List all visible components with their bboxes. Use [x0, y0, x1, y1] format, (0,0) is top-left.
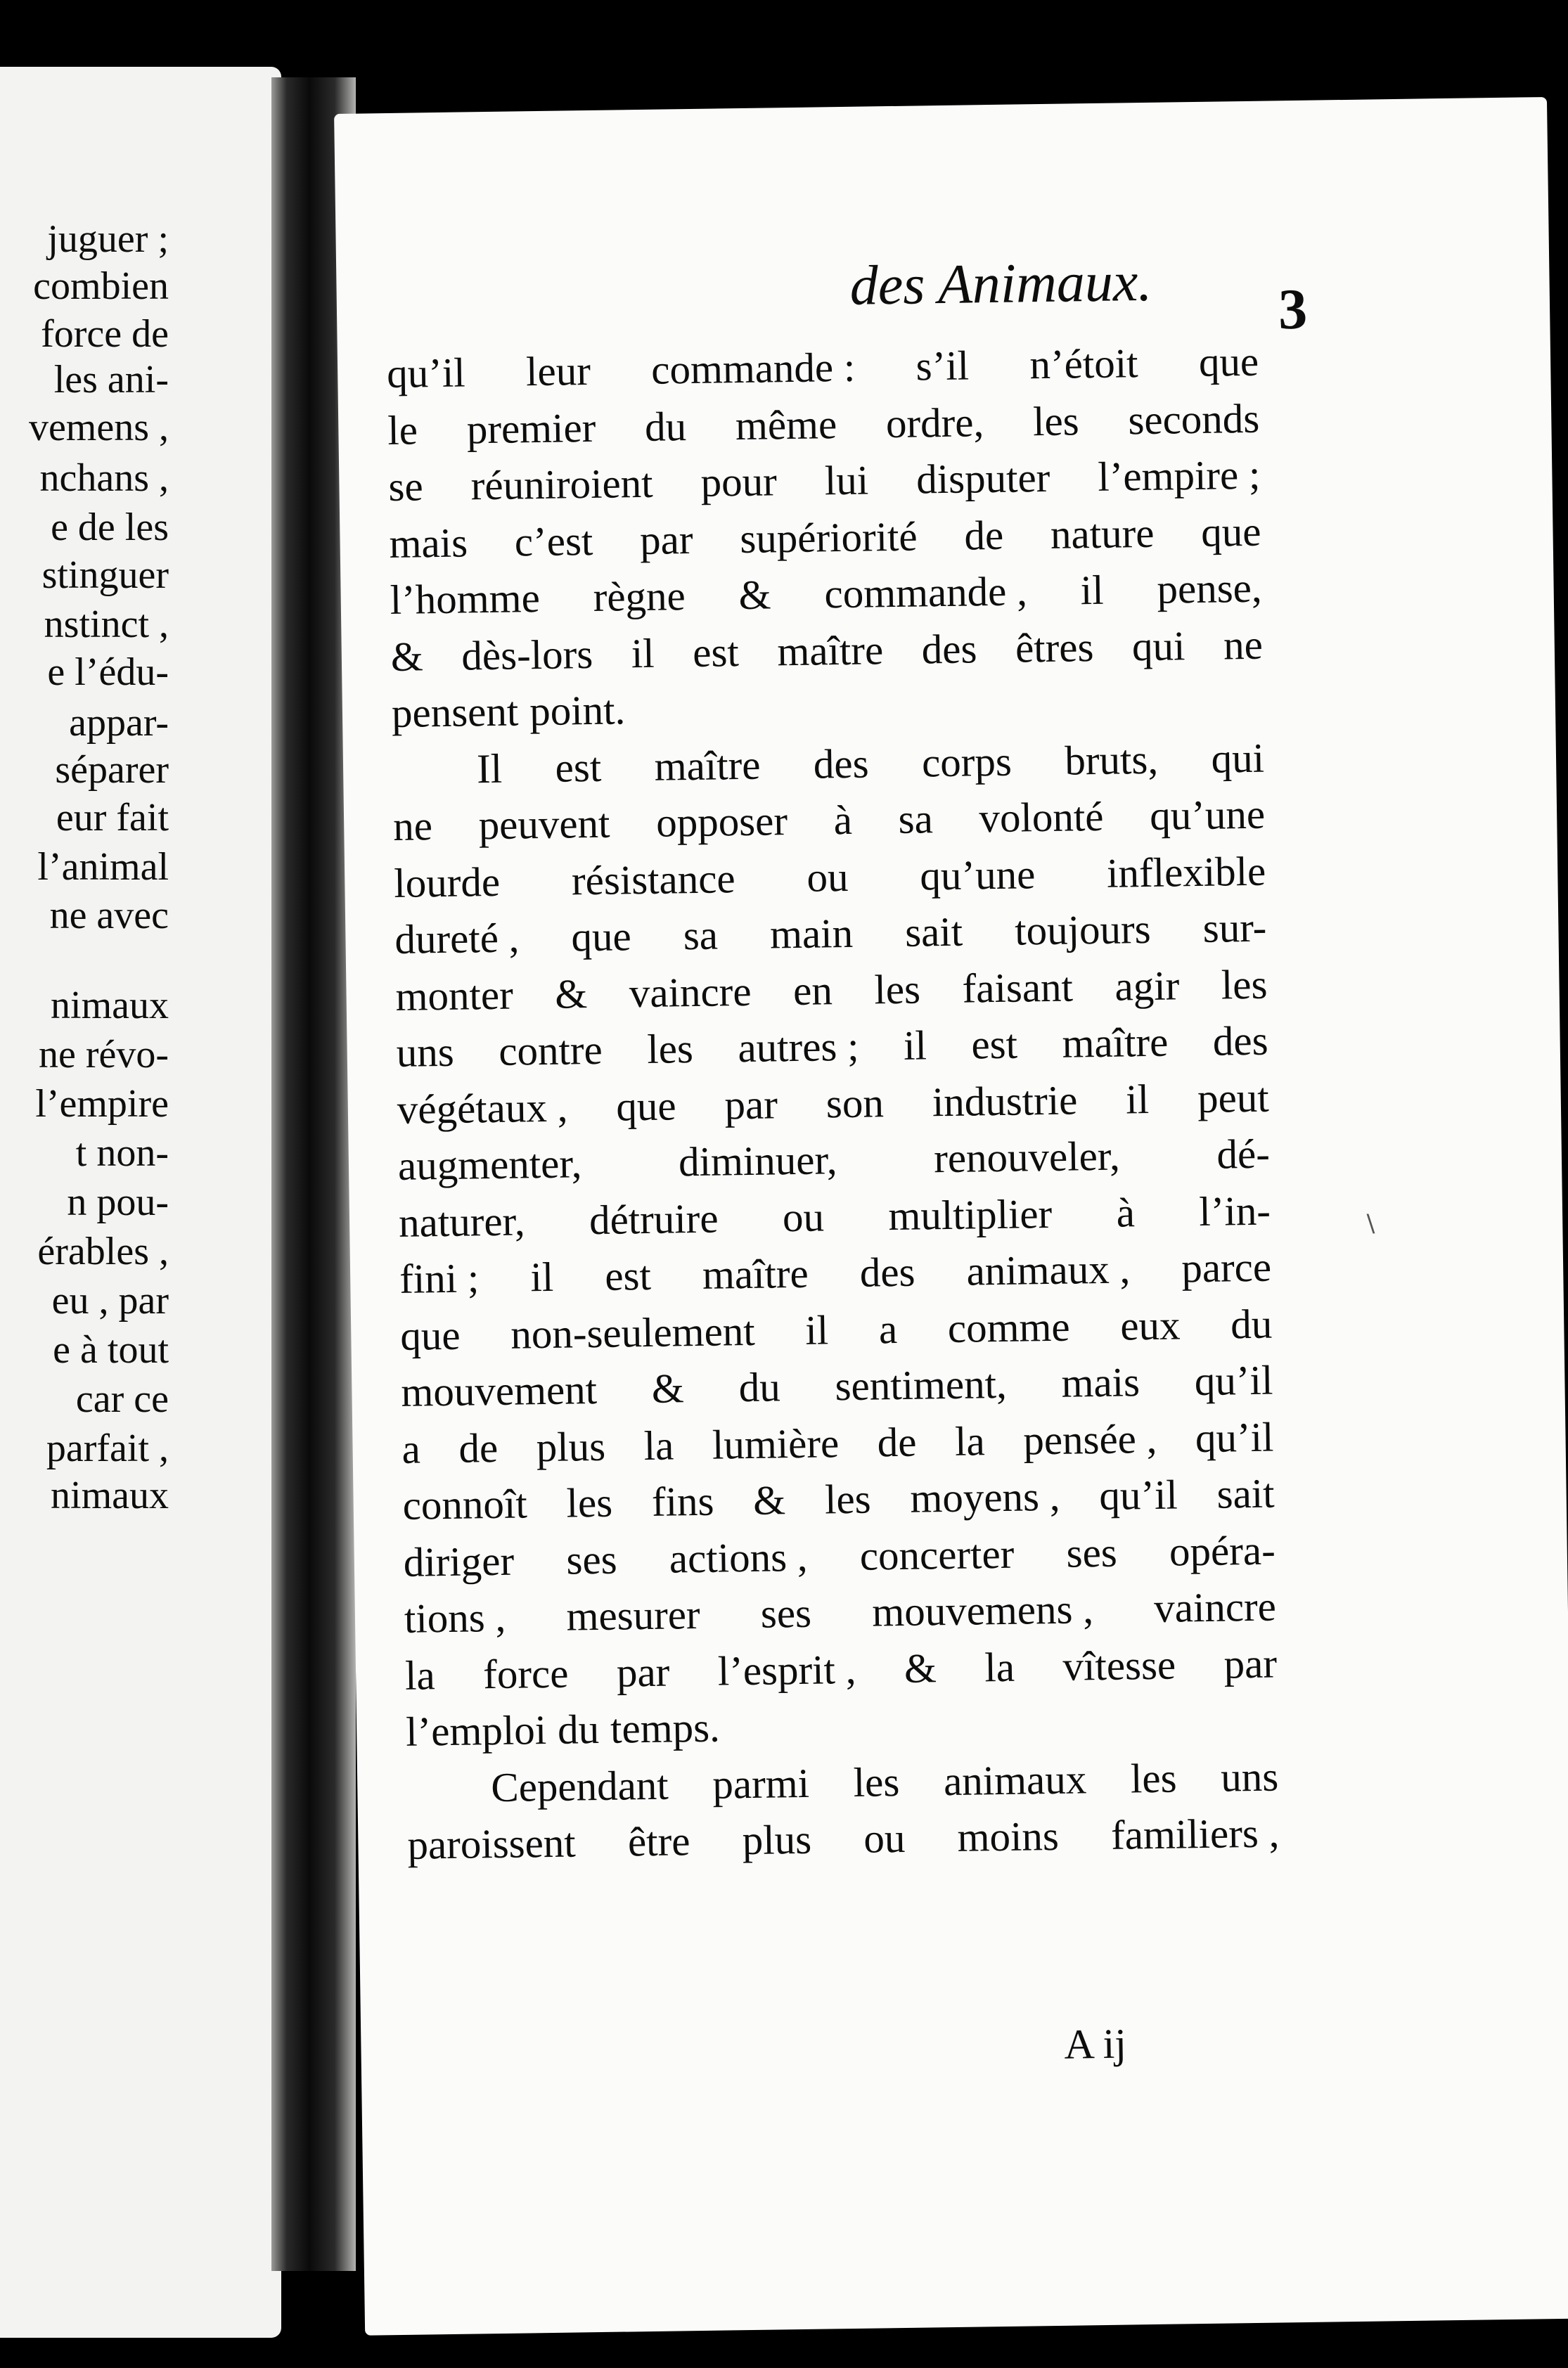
word: du [1230, 1300, 1273, 1347]
running-head: des Animaux. [849, 250, 1152, 317]
word: maître [1062, 1018, 1169, 1067]
word: familiers , [1110, 1809, 1280, 1858]
word: comme [947, 1303, 1070, 1351]
word: & [651, 1365, 685, 1412]
word: peuvent [478, 799, 610, 849]
word: maître [654, 741, 761, 790]
word: a [401, 1425, 421, 1472]
word: qui [1131, 622, 1185, 669]
word: tions , [404, 1593, 506, 1642]
page-number: 3 [1278, 276, 1308, 342]
word: des [921, 624, 977, 672]
word: ordre, [885, 398, 984, 446]
word: la [954, 1417, 986, 1465]
word: concerter [859, 1530, 1015, 1579]
word: qui [1211, 734, 1265, 782]
word: toujours [1014, 905, 1152, 954]
word: seconds [1127, 394, 1260, 443]
word: des [1212, 1017, 1269, 1064]
ink-speck: ∖ [1362, 1211, 1378, 1238]
word: du [557, 1706, 600, 1753]
left-page-line: ne révo- [38, 1033, 169, 1076]
word: les [646, 1025, 694, 1072]
word: des [859, 1248, 915, 1296]
word: du [738, 1363, 781, 1411]
word: premier [466, 404, 596, 452]
word: vaincre [1153, 1583, 1277, 1631]
word: point. [529, 686, 626, 735]
word: animaux , [966, 1245, 1131, 1294]
word: le [387, 406, 418, 453]
word: de [877, 1418, 917, 1465]
word: dès-lors [461, 630, 593, 679]
word: que [571, 913, 632, 960]
word: Cependant [490, 1761, 669, 1810]
word: du [644, 402, 687, 450]
word: force [482, 1649, 569, 1697]
word: êtres [1015, 623, 1094, 671]
left-page-line: car ce [75, 1377, 169, 1421]
word: qu’il [1194, 1356, 1273, 1405]
word: ou [863, 1814, 906, 1862]
word: opposer [655, 797, 788, 846]
word: disputer [915, 453, 1050, 503]
word: volonté [979, 792, 1104, 842]
word: corps [921, 738, 1013, 785]
left-page-line: parfait , [46, 1427, 169, 1470]
left-page-line: les ani- [53, 358, 169, 401]
left-page-line: l’empire [35, 1082, 169, 1126]
word: ou [807, 853, 849, 901]
word: lumière [712, 1419, 840, 1468]
word: dé- [1216, 1130, 1271, 1178]
word: est [692, 628, 740, 676]
word: mais [389, 518, 468, 567]
left-page-line: e l’édu- [47, 650, 169, 694]
word: que [1200, 508, 1261, 555]
word: qu’une [919, 850, 1036, 899]
word: diminuer, [678, 1136, 837, 1185]
word: & [752, 1476, 786, 1524]
word: ses [760, 1589, 812, 1637]
word: sait [904, 908, 963, 955]
word: qu’il [1195, 1413, 1274, 1461]
word: il [903, 1022, 927, 1069]
current-page [334, 97, 1568, 2336]
word: plus [536, 1422, 606, 1470]
word: faisant [962, 963, 1074, 1012]
word: & [738, 571, 772, 619]
word: vîtesse [1062, 1641, 1176, 1690]
word: mais [1061, 1358, 1140, 1406]
word: est [604, 1251, 652, 1299]
word: c’est [514, 517, 593, 565]
left-page-line: nimaux [51, 984, 169, 1027]
word: les [1130, 1754, 1177, 1801]
word: les [566, 1479, 613, 1526]
signature-mark: A ij [1064, 2020, 1127, 2068]
word: que [615, 1081, 676, 1130]
word: inflexible [1106, 847, 1266, 896]
word: par [724, 1080, 778, 1128]
word: que [399, 1311, 461, 1359]
word: mesurer [566, 1590, 701, 1640]
left-page-line: érables , [37, 1230, 169, 1273]
word: sait [1216, 1469, 1275, 1517]
word: bruts, [1064, 735, 1159, 784]
word: diriger [403, 1537, 515, 1585]
word: main [769, 909, 854, 958]
word: paroissent [407, 1819, 577, 1868]
word: mouvemens , [871, 1585, 1094, 1635]
word: moins [957, 1812, 1060, 1860]
word: fini ; [399, 1254, 480, 1302]
word: l’homme [390, 574, 541, 623]
word: les [853, 1758, 900, 1806]
word: temps. [610, 1704, 721, 1752]
word: sa [683, 911, 719, 959]
left-page-line: appar- [69, 701, 169, 745]
word: règne [593, 572, 686, 620]
left-page-line: e de les [51, 506, 169, 549]
word: se [388, 463, 424, 510]
left-page-line: nstinct , [44, 603, 169, 646]
word: peut [1197, 1074, 1270, 1121]
word: pense, [1157, 564, 1263, 612]
word: ses [565, 1536, 618, 1583]
word: l’empire ; [1097, 451, 1261, 500]
word: non-seulement [510, 1307, 756, 1358]
body-text [387, 333, 1280, 1874]
word: moyens , [909, 1472, 1060, 1521]
word: réuniroient [470, 459, 654, 509]
word: végétaux , [397, 1083, 568, 1133]
word: commande , [824, 567, 1028, 617]
word: il [529, 1253, 554, 1301]
word: sentiment, [835, 1360, 1008, 1410]
left-page-line: stinguer [41, 553, 169, 597]
word: Il [476, 745, 503, 792]
word: animaux [943, 1755, 1087, 1804]
word: dureté , [394, 914, 520, 963]
word: actions , [669, 1533, 808, 1582]
word: monter [395, 971, 514, 1019]
word: ou [782, 1192, 825, 1240]
word: renouveler, [933, 1132, 1121, 1182]
word: mouvement [401, 1366, 598, 1415]
word: qu’une [1149, 790, 1266, 839]
text-line [407, 1805, 1280, 1874]
word: à [833, 796, 853, 844]
word: uns [396, 1028, 455, 1076]
word: l’emploi [405, 1706, 547, 1755]
left-page-line: l’animal [37, 845, 169, 889]
left-page-line: ne avec [49, 894, 169, 937]
left-page-line: juguer ; [47, 217, 169, 261]
word: la [984, 1643, 1015, 1690]
word: n’étoit [1029, 340, 1138, 388]
left-page-line: séparer [55, 748, 169, 792]
word: sa [898, 795, 934, 842]
word: il [1125, 1075, 1150, 1122]
left-page-line: nchans , [39, 456, 169, 500]
word: par [639, 515, 693, 563]
word: de [963, 511, 1004, 559]
word: vaincre [629, 967, 752, 1016]
word: commande : [650, 343, 856, 393]
word: ne [392, 802, 433, 849]
word: pour [700, 458, 778, 506]
word: a [878, 1305, 898, 1352]
word: par [1223, 1640, 1278, 1687]
word: multiplier [888, 1190, 1053, 1239]
word: à [1116, 1188, 1136, 1236]
left-page-line: eu , par [51, 1279, 169, 1323]
word: les [824, 1475, 872, 1523]
left-page-line: n pou- [67, 1180, 169, 1224]
word: uns [1220, 1753, 1279, 1801]
word: qu’il [386, 349, 466, 397]
left-page-line: nimaux [51, 1474, 169, 1517]
previous-page [0, 67, 281, 2338]
word: que [1198, 337, 1259, 385]
word: parce [1181, 1243, 1272, 1292]
word: il [804, 1306, 829, 1353]
word: il [631, 629, 655, 676]
word: son [825, 1079, 885, 1126]
word: détruire [589, 1195, 719, 1243]
word: supériorité [739, 513, 918, 562]
left-page-line: force de [41, 312, 169, 356]
word: est [555, 743, 602, 791]
word: maître [776, 626, 884, 674]
word: nature [1050, 509, 1155, 558]
word: eux [1119, 1301, 1181, 1349]
word: des [813, 740, 870, 787]
word: connoît [402, 1480, 528, 1529]
word: fins [651, 1477, 714, 1525]
word: & [390, 632, 424, 680]
word: maître [702, 1249, 809, 1298]
word: ne [1223, 621, 1264, 668]
word: augmenter, [397, 1140, 582, 1189]
word: leur [525, 347, 591, 395]
word: est [971, 1020, 1018, 1068]
word: par [616, 1648, 670, 1696]
word: les [873, 965, 921, 1012]
word: les [1032, 397, 1080, 444]
word: l’esprit , [717, 1645, 856, 1694]
word: l’in- [1198, 1187, 1271, 1235]
word: contre [498, 1026, 603, 1074]
left-page-line: combien [33, 264, 169, 308]
left-page-line: t non- [75, 1131, 169, 1175]
word: la [643, 1421, 674, 1469]
left-page-line: vemens , [28, 406, 169, 449]
word: qu’il [1098, 1471, 1178, 1519]
word: lui [824, 456, 869, 504]
word: de [458, 1424, 499, 1472]
word: pensent [391, 688, 519, 736]
word: & [904, 1644, 937, 1692]
word: en [792, 966, 833, 1014]
word: sur- [1202, 903, 1267, 951]
word: même [735, 400, 837, 449]
word: lourde [393, 858, 501, 906]
word: les [1221, 960, 1268, 1008]
word: opéra- [1169, 1526, 1276, 1575]
left-page-line: eur fait [56, 796, 169, 839]
word: & [554, 970, 588, 1017]
left-page-line: e à tout [53, 1328, 169, 1372]
word: résistance [571, 854, 736, 903]
word: parmi [712, 1759, 810, 1808]
word: industrie [932, 1076, 1078, 1125]
word: s’il [915, 342, 970, 390]
word: ses [1066, 1529, 1118, 1576]
word: la [404, 1651, 436, 1699]
word: être [627, 1817, 690, 1865]
word: agir [1114, 961, 1180, 1010]
word: plus [742, 1815, 812, 1864]
word: naturer, [398, 1197, 525, 1246]
word: pensée , [1022, 1415, 1157, 1464]
word: il [1080, 566, 1105, 614]
word: autres ; [737, 1022, 859, 1072]
